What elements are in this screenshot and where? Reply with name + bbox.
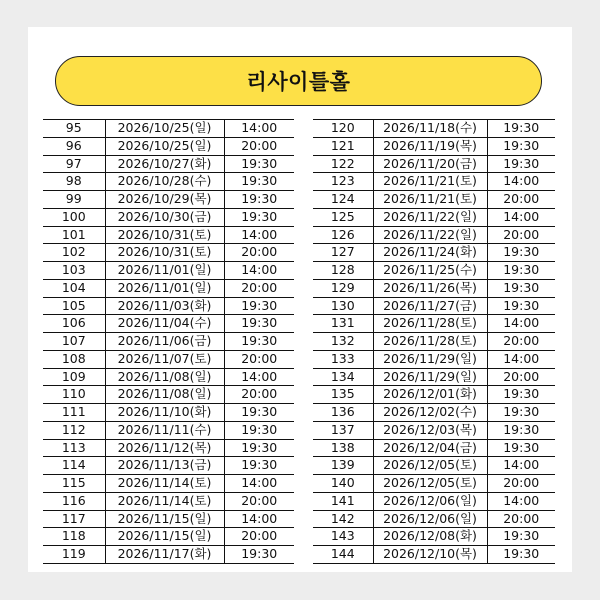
performance-date: 2026/11/27(금)	[373, 297, 487, 315]
performance-number: 109	[43, 368, 105, 386]
performance-time: 19:30	[224, 333, 294, 351]
performance-date: 2026/11/17(화)	[105, 546, 224, 564]
table-row	[43, 262, 294, 280]
performance-date: 2026/11/03(화)	[105, 297, 224, 315]
table-row	[313, 510, 555, 528]
table-row	[43, 368, 294, 386]
performance-number: 100	[43, 208, 105, 226]
performance-time: 14:00	[224, 510, 294, 528]
performance-time: 20:00	[224, 528, 294, 546]
title-banner	[55, 56, 542, 106]
performance-time: 20:00	[487, 191, 555, 209]
performance-number: 95	[43, 120, 105, 138]
performance-number: 113	[43, 439, 105, 457]
performance-date: 2026/11/07(토)	[105, 350, 224, 368]
schedule-table-right	[313, 119, 555, 564]
performance-number: 112	[43, 421, 105, 439]
performance-time: 20:00	[224, 492, 294, 510]
table-row	[313, 350, 555, 368]
performance-time: 19:30	[487, 421, 555, 439]
performance-date: 2026/11/14(토)	[105, 492, 224, 510]
table-row	[43, 208, 294, 226]
table-row	[313, 173, 555, 191]
performance-date: 2026/10/30(금)	[105, 208, 224, 226]
schedule-table-left	[43, 119, 294, 564]
table-row	[43, 173, 294, 191]
table-row	[43, 386, 294, 404]
performance-date: 2026/11/28(토)	[373, 315, 487, 333]
performance-time: 19:30	[487, 297, 555, 315]
table-row	[43, 350, 294, 368]
performance-date: 2026/11/26(목)	[373, 279, 487, 297]
performance-time: 14:00	[224, 120, 294, 138]
performance-time: 20:00	[224, 137, 294, 155]
performance-time: 20:00	[224, 350, 294, 368]
performance-time: 14:00	[487, 315, 555, 333]
table-row	[313, 386, 555, 404]
performance-number: 107	[43, 333, 105, 351]
schedule-page	[28, 27, 572, 572]
performance-date: 2026/11/18(수)	[373, 120, 487, 138]
performance-time: 19:30	[487, 528, 555, 546]
table-row	[313, 546, 555, 564]
table-row	[313, 244, 555, 262]
performance-number: 111	[43, 404, 105, 422]
performance-time: 14:00	[224, 475, 294, 493]
performance-number: 114	[43, 457, 105, 475]
table-row	[43, 492, 294, 510]
table-row	[313, 279, 555, 297]
performance-time: 14:00	[224, 368, 294, 386]
table-row	[43, 510, 294, 528]
performance-time: 19:30	[487, 404, 555, 422]
performance-time: 19:30	[224, 315, 294, 333]
performance-number: 128	[313, 262, 373, 280]
performance-date: 2026/11/28(토)	[373, 333, 487, 351]
performance-date: 2026/10/25(일)	[105, 120, 224, 138]
table-row	[313, 528, 555, 546]
performance-date: 2026/11/08(일)	[105, 386, 224, 404]
table-row	[43, 137, 294, 155]
performance-date: 2026/12/08(화)	[373, 528, 487, 546]
table-row	[313, 457, 555, 475]
performance-date: 2026/12/06(일)	[373, 492, 487, 510]
performance-time: 14:00	[487, 208, 555, 226]
performance-time: 19:30	[224, 404, 294, 422]
performance-time: 19:30	[224, 173, 294, 191]
performance-number: 119	[43, 546, 105, 564]
performance-time: 20:00	[224, 386, 294, 404]
performance-date: 2026/12/06(일)	[373, 510, 487, 528]
performance-date: 2026/10/25(일)	[105, 137, 224, 155]
performance-number: 142	[313, 510, 373, 528]
table-row	[313, 155, 555, 173]
performance-time: 14:00	[487, 457, 555, 475]
performance-date: 2026/11/24(화)	[373, 244, 487, 262]
performance-number: 141	[313, 492, 373, 510]
performance-date: 2026/11/21(토)	[373, 191, 487, 209]
performance-date: 2026/11/14(토)	[105, 475, 224, 493]
performance-time: 19:30	[487, 244, 555, 262]
performance-number: 129	[313, 279, 373, 297]
performance-date: 2026/11/10(화)	[105, 404, 224, 422]
table-row	[43, 155, 294, 173]
table-row	[313, 315, 555, 333]
performance-time: 19:30	[224, 439, 294, 457]
performance-number: 137	[313, 421, 373, 439]
performance-time: 19:30	[487, 279, 555, 297]
performance-time: 14:00	[224, 262, 294, 280]
table-row	[43, 297, 294, 315]
performance-number: 139	[313, 457, 373, 475]
performance-date: 2026/11/12(목)	[105, 439, 224, 457]
performance-date: 2026/11/06(금)	[105, 333, 224, 351]
performance-time: 19:30	[487, 155, 555, 173]
performance-number: 101	[43, 226, 105, 244]
table-row	[313, 333, 555, 351]
performance-date: 2026/11/29(일)	[373, 350, 487, 368]
performance-number: 99	[43, 191, 105, 209]
performance-time: 14:00	[487, 173, 555, 191]
performance-date: 2026/10/31(토)	[105, 244, 224, 262]
performance-date: 2026/10/29(목)	[105, 191, 224, 209]
performance-date: 2026/12/01(화)	[373, 386, 487, 404]
performance-number: 135	[313, 386, 373, 404]
performance-date: 2026/11/08(일)	[105, 368, 224, 386]
performance-number: 132	[313, 333, 373, 351]
performance-date: 2026/10/27(화)	[105, 155, 224, 173]
performance-date: 2026/12/10(목)	[373, 546, 487, 564]
performance-number: 126	[313, 226, 373, 244]
performance-number: 143	[313, 528, 373, 546]
performance-date: 2026/11/21(토)	[373, 173, 487, 191]
performance-time: 19:30	[487, 120, 555, 138]
performance-date: 2026/11/25(수)	[373, 262, 487, 280]
table-row	[313, 439, 555, 457]
performance-time: 19:30	[224, 297, 294, 315]
table-row	[43, 404, 294, 422]
performance-time: 20:00	[487, 226, 555, 244]
performance-time: 19:30	[487, 137, 555, 155]
performance-number: 105	[43, 297, 105, 315]
table-row	[43, 421, 294, 439]
performance-date: 2026/11/13(금)	[105, 457, 224, 475]
table-row	[313, 404, 555, 422]
performance-number: 120	[313, 120, 373, 138]
table-row	[43, 226, 294, 244]
table-row	[43, 546, 294, 564]
table-row	[313, 137, 555, 155]
performance-date: 2026/11/04(수)	[105, 315, 224, 333]
performance-number: 108	[43, 350, 105, 368]
performance-date: 2026/12/05(토)	[373, 457, 487, 475]
performance-time: 19:30	[487, 546, 555, 564]
table-row	[43, 191, 294, 209]
table-row	[43, 457, 294, 475]
performance-date: 2026/12/02(수)	[373, 404, 487, 422]
performance-date: 2026/11/19(목)	[373, 137, 487, 155]
performance-number: 118	[43, 528, 105, 546]
table-row	[313, 226, 555, 244]
performance-date: 2026/11/20(금)	[373, 155, 487, 173]
performance-time: 14:00	[224, 226, 294, 244]
table-row	[313, 191, 555, 209]
performance-number: 136	[313, 404, 373, 422]
table-row	[43, 279, 294, 297]
table-row	[43, 439, 294, 457]
performance-date: 2026/11/01(일)	[105, 279, 224, 297]
performance-number: 122	[313, 155, 373, 173]
performance-time: 20:00	[487, 368, 555, 386]
performance-number: 131	[313, 315, 373, 333]
table-row	[43, 315, 294, 333]
performance-date: 2026/11/29(일)	[373, 368, 487, 386]
performance-time: 20:00	[487, 475, 555, 493]
performance-time: 20:00	[224, 244, 294, 262]
performance-number: 115	[43, 475, 105, 493]
performance-date: 2026/12/04(금)	[373, 439, 487, 457]
performance-time: 19:30	[224, 191, 294, 209]
table-row	[313, 208, 555, 226]
performance-number: 140	[313, 475, 373, 493]
performance-number: 124	[313, 191, 373, 209]
performance-number: 121	[313, 137, 373, 155]
performance-number: 134	[313, 368, 373, 386]
performance-date: 2026/10/31(토)	[105, 226, 224, 244]
performance-number: 133	[313, 350, 373, 368]
performance-time: 14:00	[487, 350, 555, 368]
table-row	[43, 244, 294, 262]
performance-number: 123	[313, 173, 373, 191]
table-row	[313, 492, 555, 510]
performance-time: 19:30	[487, 262, 555, 280]
table-row	[313, 475, 555, 493]
performance-date: 2026/11/22(일)	[373, 208, 487, 226]
performance-number: 104	[43, 279, 105, 297]
table-row	[43, 333, 294, 351]
table-row	[43, 475, 294, 493]
performance-date: 2026/11/22(일)	[373, 226, 487, 244]
table-row	[313, 421, 555, 439]
table-row	[313, 120, 555, 138]
performance-time: 20:00	[487, 333, 555, 351]
performance-time: 19:30	[224, 155, 294, 173]
performance-date: 2026/11/11(수)	[105, 421, 224, 439]
performance-number: 106	[43, 315, 105, 333]
performance-number: 98	[43, 173, 105, 191]
performance-number: 117	[43, 510, 105, 528]
performance-time: 19:30	[224, 208, 294, 226]
performance-date: 2026/10/28(수)	[105, 173, 224, 191]
performance-number: 144	[313, 546, 373, 564]
performance-time: 20:00	[224, 279, 294, 297]
performance-time: 19:30	[487, 386, 555, 404]
performance-time: 14:00	[487, 492, 555, 510]
performance-number: 103	[43, 262, 105, 280]
performance-date: 2026/11/15(일)	[105, 510, 224, 528]
performance-date: 2026/12/03(목)	[373, 421, 487, 439]
performance-number: 138	[313, 439, 373, 457]
performance-number: 97	[43, 155, 105, 173]
table-row	[313, 368, 555, 386]
table-row	[43, 120, 294, 138]
performance-number: 96	[43, 137, 105, 155]
performance-time: 20:00	[487, 510, 555, 528]
performance-time: 19:30	[224, 421, 294, 439]
page-title: 리사이틀홀	[246, 70, 351, 94]
performance-number: 127	[313, 244, 373, 262]
performance-number: 110	[43, 386, 105, 404]
performance-number: 102	[43, 244, 105, 262]
performance-date: 2026/12/05(토)	[373, 475, 487, 493]
performance-date: 2026/11/01(일)	[105, 262, 224, 280]
table-row	[43, 528, 294, 546]
performance-date: 2026/11/15(일)	[105, 528, 224, 546]
performance-time: 19:30	[487, 439, 555, 457]
table-row	[313, 297, 555, 315]
performance-time: 19:30	[224, 457, 294, 475]
performance-number: 130	[313, 297, 373, 315]
performance-time: 19:30	[224, 546, 294, 564]
performance-number: 116	[43, 492, 105, 510]
table-row	[313, 262, 555, 280]
performance-number: 125	[313, 208, 373, 226]
